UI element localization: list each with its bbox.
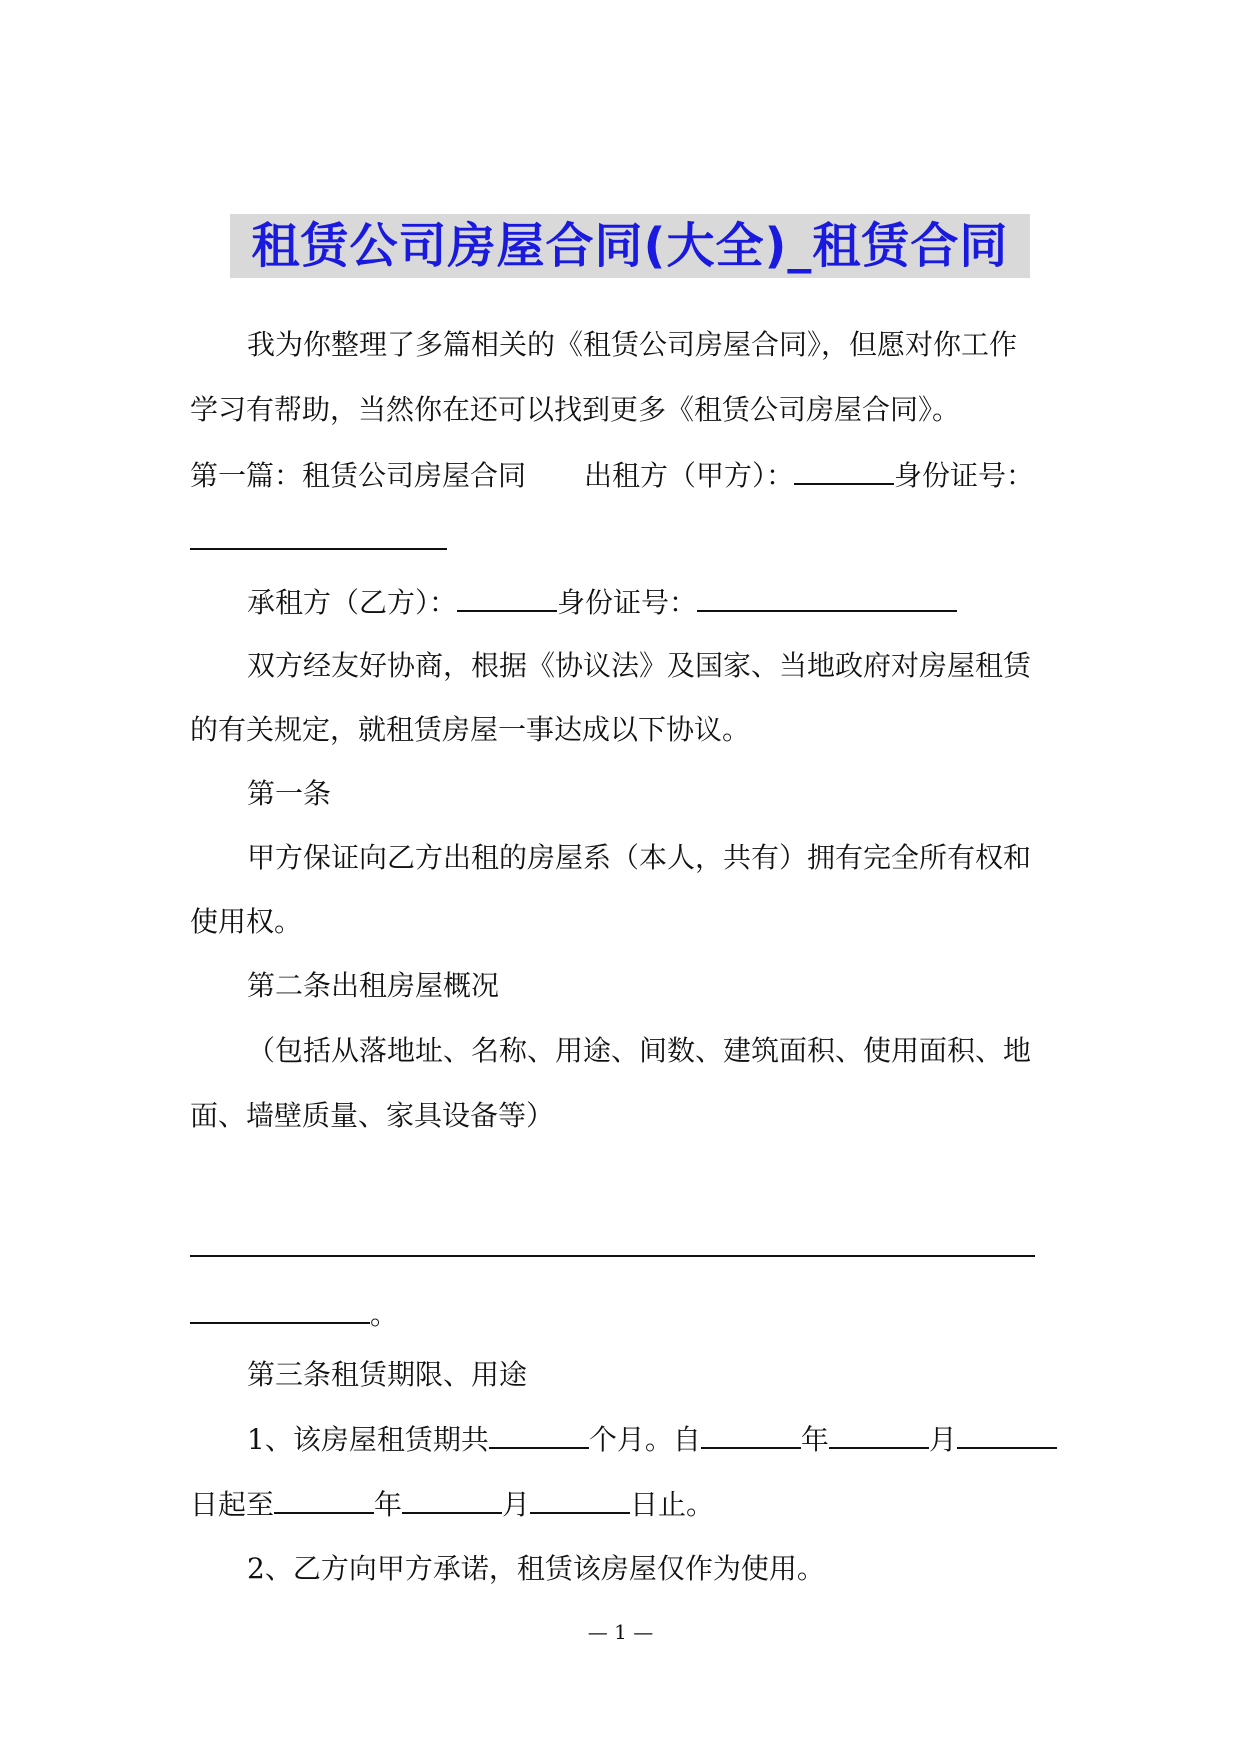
page-title: 租赁公司房屋合同(大全)_租赁合同 (230, 214, 1030, 278)
page-number: — 1 — (587, 1620, 654, 1644)
term-line-1 (247, 1421, 1057, 1458)
term-line-2 (190, 1486, 714, 1523)
start-month-label: 月 (928, 1423, 957, 1456)
article2-line-1: （包括从落地址、名称、用途、间数、建筑面积、使用面积、地 (247, 1034, 1032, 1067)
lessee-id-blank (697, 584, 957, 612)
article1-line-2: 使用权。 (190, 905, 303, 938)
intro-paragraph-line-2: 学习有帮助，当然你在还可以找到更多《租赁公司房屋合同》。 (190, 393, 961, 426)
section1-heading: 第一篇：租赁公司房屋合同 (190, 459, 527, 492)
lessee-name-blank (457, 584, 557, 612)
lessor-label: 出租方（甲方）： (584, 459, 795, 492)
agreement-line-2: 的有关规定，就租赁房屋一事达成以下协议。 (190, 713, 751, 746)
intro-paragraph-line-1: 我为你整理了多篇相关的《租赁公司房屋合同》，但愿对你工作 (247, 328, 1018, 361)
lessee-line (247, 584, 957, 621)
article1-line-1: 甲方保证向乙方出租的房屋系（本人，共有）拥有完全所有权和 (247, 841, 1032, 874)
period-mark: 。 (370, 1298, 399, 1331)
day-from-label: 日起至 (190, 1488, 275, 1521)
end-year-blank (274, 1486, 374, 1514)
property-description-line-2 (190, 1296, 398, 1333)
term-item-prefix: 1、该房屋租赁期共 (247, 1423, 489, 1456)
start-month-blank (829, 1421, 929, 1449)
article3-heading: 第三条租赁期限、用途 (247, 1358, 528, 1391)
lessor-id-blank (190, 548, 447, 550)
lessee-label: 承租方（乙方）： (247, 586, 458, 619)
lessor-line (190, 457, 1034, 494)
start-day-blank (957, 1421, 1057, 1449)
end-month-label: 月 (502, 1488, 531, 1521)
use-item: 2、乙方向甲方承诺，租赁该房屋仅作为使用。 (247, 1552, 825, 1585)
property-description-blank-line-2 (190, 1296, 370, 1324)
start-year-label: 年 (800, 1423, 829, 1456)
end-month-blank (402, 1486, 502, 1514)
lessor-id-label: 身份证号： (894, 459, 1035, 492)
agreement-line-1: 双方经友好协商，根据《协议法》及国家、当地政府对房屋租赁 (247, 649, 1032, 682)
start-year-blank (701, 1421, 801, 1449)
article2-heading: 第二条出租房屋概况 (247, 969, 500, 1002)
property-description-blank-line-1 (190, 1255, 1035, 1257)
end-day-blank (530, 1486, 630, 1514)
article1-heading: 第一条 (247, 777, 332, 810)
end-year-label: 年 (374, 1488, 403, 1521)
day-until-label: 日止。 (630, 1488, 715, 1521)
article2-line-2: 面、墙壁质量、家具设备等） (190, 1099, 555, 1132)
lessor-name-blank (794, 457, 894, 485)
term-months-blank (489, 1421, 589, 1449)
lessee-id-label: 身份证号： (557, 586, 698, 619)
term-months-label: 个月。自 (588, 1423, 701, 1456)
